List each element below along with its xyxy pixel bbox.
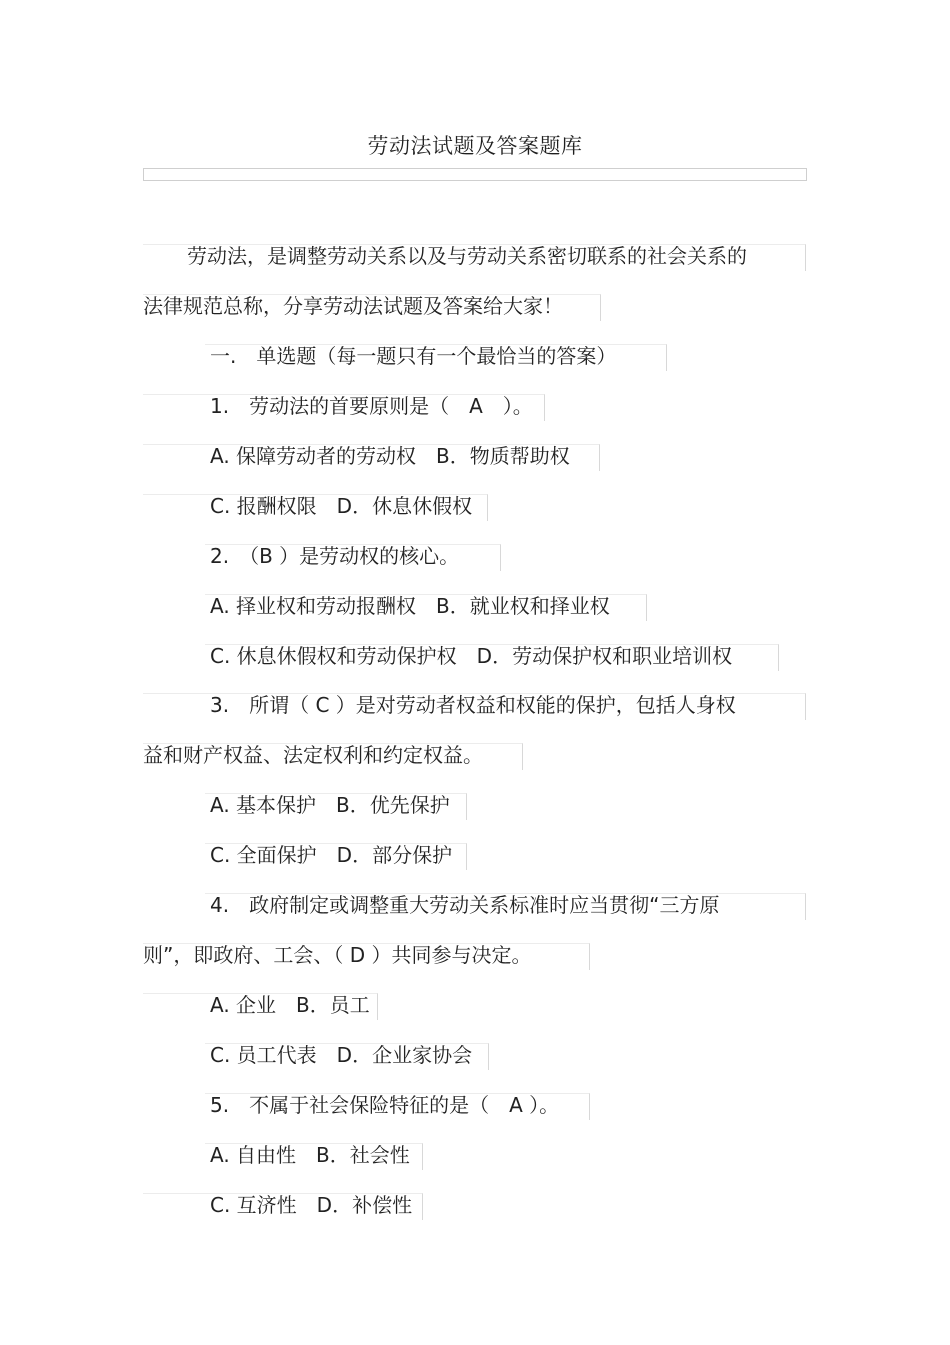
intro-line-1: 劳动法，是调整劳动关系以及与劳动关系密切联系的社会关系的 (187, 244, 747, 268)
question-4-stem-line-2: 则”，即政府、工会、（ D ）共同参与决定。 (143, 943, 532, 967)
question-4-option-line-1: A. 企业 B．员工 (210, 993, 370, 1017)
question-1-stem: 1. 劳动法的首要原则是（ A ）。 (210, 394, 533, 418)
document-title: 劳动法试题及答案题库 (367, 134, 583, 158)
section-heading: 一. 单选题（每一题只有一个最恰当的答案） (210, 344, 617, 368)
question-1-option-line-2: C. 报酬权限 D．休息休假权 (210, 494, 473, 518)
question-3-stem-line-1: 3. 所谓（ C ）是对劳动者权益和权能的保护，包括人身权 (210, 693, 736, 717)
question-5-option-line-2: C. 互济性 D．补偿性 (210, 1193, 413, 1217)
question-4-stem-line-1: 4. 政府制定或调整重大劳动关系标准时应当贯彻“三方原 (210, 893, 720, 917)
question-3-stem-line-2: 益和财产权益、法定权利和约定权益。 (143, 743, 483, 767)
question-5-option-line-1: A. 自由性 B．社会性 (210, 1143, 410, 1167)
intro-line-2: 法律规范总称，分享劳动法试题及答案给大家！ (143, 294, 563, 318)
question-3-option-line-2: C. 全面保护 D．部分保护 (210, 843, 453, 867)
title-divider (143, 168, 807, 181)
question-3-option-line-1: A. 基本保护 B．优先保护 (210, 793, 450, 817)
question-2-stem: 2. （B ）是劳动权的核心。 (210, 544, 460, 568)
question-4-option-line-2: C. 员工代表 D．企业家协会 (210, 1043, 473, 1067)
question-2-option-line-1: A. 择业权和劳动报酬权 B．就业权和择业权 (210, 594, 610, 618)
question-2-option-line-2: C. 休息休假权和劳动保护权 D．劳动保护权和职业培训权 (210, 644, 733, 668)
question-5-stem: 5. 不属于社会保险特征的是（ A ）。 (210, 1093, 560, 1117)
question-1-option-line-1: A. 保障劳动者的劳动权 B．物质帮助权 (210, 444, 570, 468)
